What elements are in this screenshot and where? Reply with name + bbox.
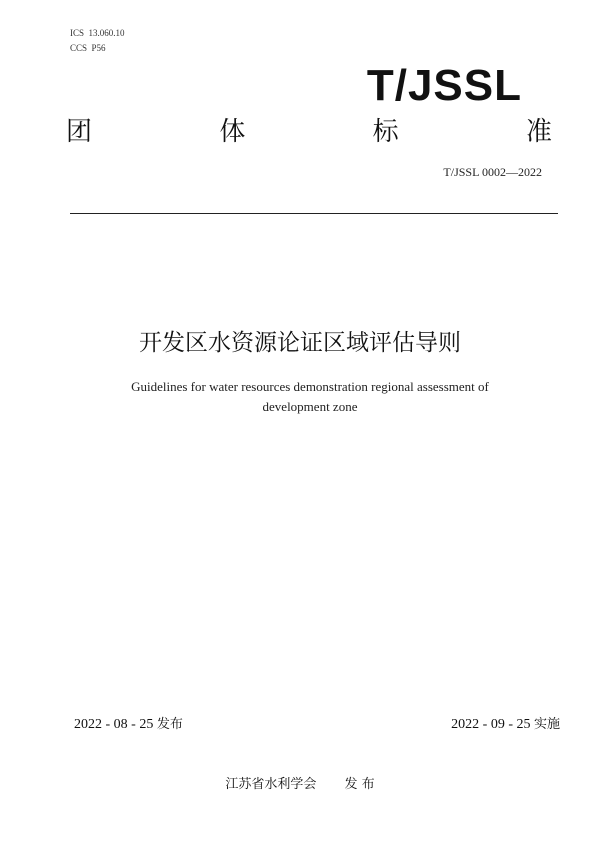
document-title-chinese: 开发区水资源论证区域评估导则	[139, 330, 461, 356]
issue-label: 发布	[156, 717, 183, 732]
issue-date-value: 2022 - 08 - 25	[74, 717, 154, 732]
implementation-date-value: 2022 - 09 - 25	[451, 717, 531, 732]
standard-type	[66, 112, 552, 152]
issue-date	[74, 715, 183, 735]
publisher-name: 江苏省水利学会	[225, 777, 317, 792]
classification-codes	[70, 26, 125, 56]
standard-type-char: 团	[66, 117, 93, 147]
implementation-label: 实施	[533, 717, 560, 732]
ccs-code: CCS P56	[70, 43, 106, 53]
header-divider	[70, 213, 558, 214]
ics-code: ICS 13.060.10	[70, 28, 125, 38]
document-title-english: Guidelines for water resources demonstration regional assessment of development zone	[131, 379, 489, 414]
standard-type-char: 准	[525, 117, 552, 147]
standard-number: T/JSSL 0002—2022	[443, 165, 542, 179]
publisher	[0, 775, 600, 795]
implementation-date	[451, 715, 560, 735]
standard-type-char: 体	[219, 117, 246, 147]
standard-type-char: 标	[372, 117, 399, 147]
publisher-action: 发 布	[344, 777, 375, 792]
standard-code: T/JSSL	[366, 61, 522, 110]
